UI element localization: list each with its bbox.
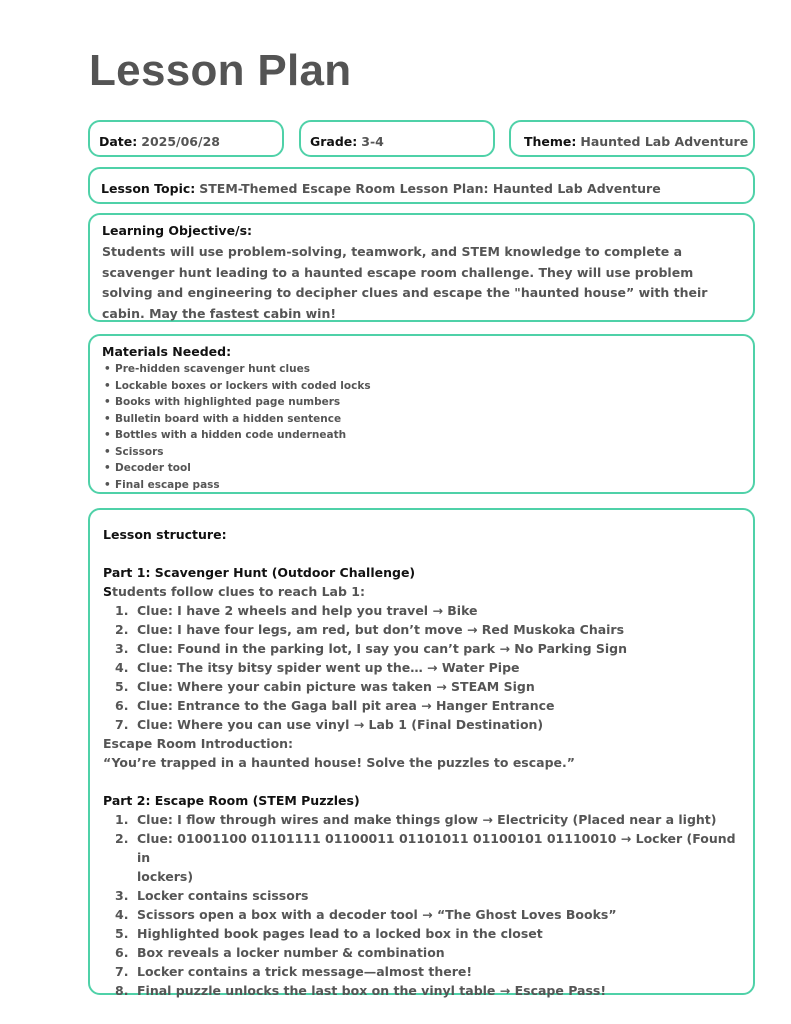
grade-field: [299, 120, 495, 157]
escape-intro-quote: “You’re trapped in a haunted house! Solve the puzzles to escape.”: [103, 755, 575, 770]
part1-heading: Part 1: Scavenger Hunt (Outdoor Challenge): [103, 565, 416, 580]
lesson-topic-field: [88, 167, 755, 204]
topic-value: STEM-Themed Escape Room Lesson Plan: Haunted Lab Adventure: [199, 181, 661, 196]
list-item: 2. Clue: I have four legs, am red, but don’t move → Red Muskoka Chairs: [115, 622, 625, 637]
grade-value: 3-4: [361, 134, 384, 149]
list-item: 4. Scissors open a box with a decoder tool → “The Ghost Loves Books”: [115, 907, 617, 922]
materials-list: [102, 361, 741, 493]
part2-puzzle-list: [103, 810, 741, 1000]
list-item: • Books with highlighted page numbers: [102, 394, 741, 411]
learning-objective-section: [88, 213, 755, 322]
list-item: • Pre-hidden scavenger hunt clues: [102, 361, 741, 378]
list-item: 7. Locker contains a trick message—almost there!: [115, 964, 473, 979]
list-item: 3. Clue: Found in the parking lot, I say you can’t park → No Parking Sign: [115, 641, 628, 656]
list-item: • Decoder tool: [102, 460, 741, 477]
list-item: 2. Clue: 01001100 01101111 01100011 01101011 01100101 01110010 → Locker (Found in lockers): [115, 831, 736, 884]
escape-intro-heading: Escape Room Introduction:: [103, 736, 294, 751]
list-item: 1. Clue: I flow through wires and make things glow → Electricity (Placed near a light): [115, 812, 717, 827]
list-item-continuation: lockers): [137, 869, 194, 884]
list-item: • Bulletin board with a hidden sentence: [102, 411, 741, 428]
list-item: 5. Clue: Where your cabin picture was taken → STEAM Sign: [115, 679, 535, 694]
date-label: Date:: [99, 134, 138, 149]
part1-intro: [103, 582, 741, 601]
theme-label: Theme:: [524, 134, 577, 149]
list-item: 5. Highlighted book pages lead to a locked box in the closet: [115, 926, 543, 941]
lesson-structure-section: [88, 508, 755, 998]
list-item: 1. Clue: I have 2 wheels and help you travel → Bike: [115, 603, 478, 618]
date-field: [88, 120, 284, 157]
part1-intro-text: tudents follow clues to reach Lab 1:: [112, 584, 365, 599]
materials-heading: Materials Needed:: [102, 344, 232, 359]
list-item: • Scissors: [102, 444, 741, 461]
materials-section: [88, 334, 755, 494]
theme-field: [509, 120, 755, 157]
list-item: • Lockable boxes or lockers with coded locks: [102, 378, 741, 395]
list-item: 6. Clue: Entrance to the Gaga ball pit area → Hanger Entrance: [115, 698, 555, 713]
grade-label: Grade:: [310, 134, 358, 149]
part1-intro-initial: S: [103, 584, 113, 599]
objective-heading: Learning Objective/s:: [102, 223, 253, 238]
part2-heading: Part 2: Escape Room (STEM Puzzles): [103, 793, 360, 808]
list-item: • Final escape pass: [102, 477, 741, 494]
page-title: Lesson Plan: [89, 46, 352, 95]
topic-label: Lesson Topic:: [101, 181, 196, 196]
list-item: 7. Clue: Where you can use vinyl → Lab 1 (Final Destination): [115, 717, 544, 732]
date-value: 2025/06/28: [141, 134, 220, 149]
list-item: 3. Locker contains scissors: [115, 888, 309, 903]
part1-clue-list: [103, 601, 741, 734]
structure-heading: Lesson structure:: [103, 527, 227, 542]
list-item: 6. Box reveals a locker number & combination: [115, 945, 445, 960]
theme-value: Haunted Lab Adventure: [580, 134, 749, 149]
list-item: 4. Clue: The itsy bitsy spider went up the… → Water Pipe: [115, 660, 520, 675]
list-item: • Bottles with a hidden code underneath: [102, 427, 741, 444]
list-item: 8. Final puzzle unlocks the last box on the vinyl table → Escape Pass!: [115, 983, 607, 998]
objective-text: Students will use problem-solving, teamwork, and STEM knowledge to complete a scavenger hunt leading to a haunted escape room challenge. They will use problem solving and engineering to decipher clues and escape the "haunted house” with their cabin. May the fastest cabin win!: [102, 244, 708, 321]
